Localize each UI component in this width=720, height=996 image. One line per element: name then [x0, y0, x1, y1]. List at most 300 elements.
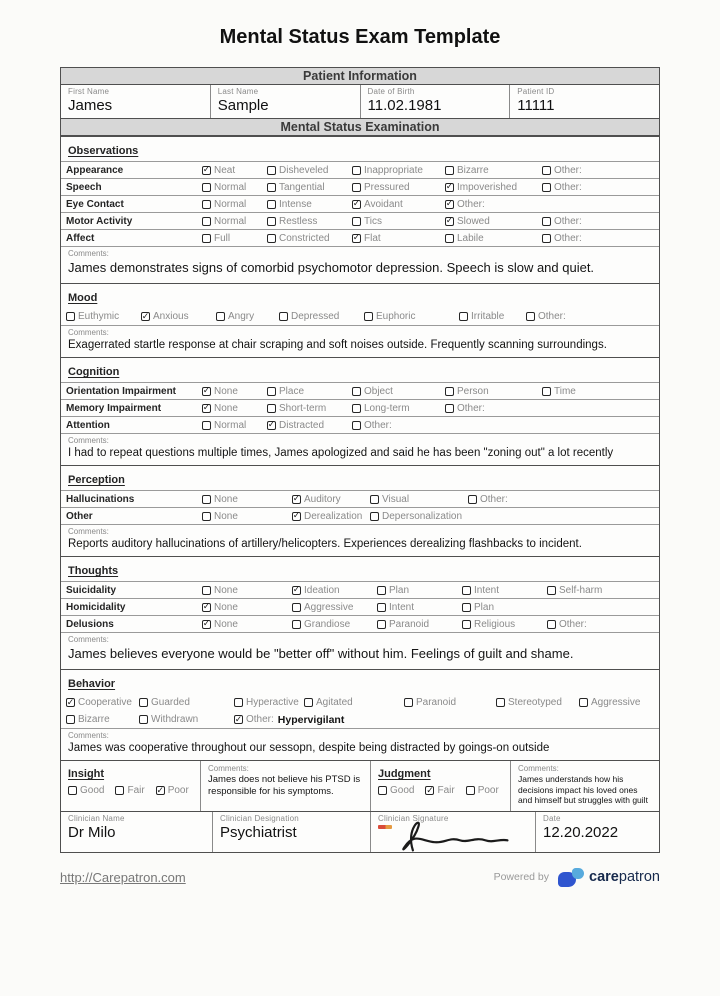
- option-other: [468, 494, 508, 505]
- checkbox-distracted[interactable]: [267, 421, 276, 430]
- section-title: Perception: [68, 474, 125, 486]
- option-intense: [267, 199, 352, 210]
- row-label: Other: [66, 510, 93, 522]
- option-label: Avoidant: [364, 198, 403, 210]
- checkbox-disheveled[interactable]: [267, 166, 276, 175]
- option-other: [445, 199, 542, 210]
- option-auditory: [292, 494, 370, 505]
- section-behavior: [61, 669, 659, 760]
- comments-text[interactable]: James believes everyone would be "better off" without him. Feelings of guilt and shame.: [68, 646, 574, 661]
- checkbox-none[interactable]: [202, 404, 211, 413]
- option-label: Anxious: [153, 311, 189, 322]
- option-intent: [377, 602, 462, 613]
- section-thoughts: [61, 556, 659, 669]
- clinician-field-date: [536, 812, 659, 852]
- checkbox-normal[interactable]: [202, 183, 211, 192]
- option-label: Aggressive: [304, 601, 354, 613]
- checkbox-person[interactable]: [445, 387, 454, 396]
- option-label: Good: [390, 785, 415, 796]
- checkbox-slowed[interactable]: [445, 217, 454, 226]
- exam-row-memory-impairment: [61, 399, 659, 416]
- insight-comments-cell: [201, 761, 371, 811]
- powered-by-label: Powered by: [493, 871, 550, 884]
- section-title-row: [61, 557, 659, 581]
- checkbox-other[interactable]: [542, 183, 551, 192]
- row-label: Speech: [66, 181, 102, 193]
- exam-row-eye-contact: [61, 195, 659, 212]
- powered-by: [494, 868, 660, 887]
- comments-text[interactable]: James was cooperative throughout our sessopn, despite being distracted by goings-on outside: [68, 742, 550, 754]
- section-title-row: [61, 358, 659, 382]
- checkbox-other[interactable]: [526, 312, 535, 321]
- checkbox-euthymic[interactable]: [66, 312, 75, 321]
- checkbox-none[interactable]: [202, 603, 211, 612]
- checkbox-hyperactive[interactable]: [234, 698, 243, 707]
- checkbox-intense[interactable]: [267, 200, 276, 209]
- checkbox-pressured[interactable]: [352, 183, 361, 192]
- section-title-row: [61, 670, 659, 694]
- checkbox-agitated[interactable]: [304, 698, 313, 707]
- field-label: Clinician Signature: [378, 813, 449, 823]
- row-label: Eye Contact: [66, 198, 124, 210]
- option-other: [547, 619, 587, 630]
- option-bizarre: [66, 714, 139, 725]
- option-label: Paranoid: [416, 697, 457, 708]
- checkbox-neat[interactable]: [202, 166, 211, 175]
- option-normal: [202, 182, 267, 193]
- checkbox-other[interactable]: [445, 200, 454, 209]
- checkbox-auditory[interactable]: [292, 495, 301, 504]
- field-label: First Name: [68, 87, 110, 96]
- checkbox-other[interactable]: [542, 234, 551, 243]
- option-label: Other:: [457, 402, 485, 414]
- option-plan: [462, 602, 547, 613]
- field-label: Date of Birth: [367, 87, 415, 96]
- option-label: Depersonalization: [382, 510, 463, 522]
- exam-row-orientation-impairment: [61, 382, 659, 399]
- checkbox-poor[interactable]: [156, 786, 165, 795]
- checkbox-paranoid[interactable]: [377, 620, 386, 629]
- option-irritable: [459, 311, 526, 322]
- checkbox-bizarre[interactable]: [445, 166, 454, 175]
- checkbox-ideation[interactable]: [292, 586, 301, 595]
- option-other: [542, 165, 582, 176]
- option-depersonalization: [370, 511, 468, 522]
- option-label: Derealization: [304, 510, 363, 522]
- option-intent: [462, 585, 547, 596]
- clinician-field-clinician-name: [61, 812, 213, 852]
- option-agitated: [304, 697, 404, 708]
- checkbox-none[interactable]: [202, 586, 211, 595]
- option-label: Other:: [554, 215, 582, 227]
- field-value[interactable]: James: [68, 97, 113, 114]
- option-label: Inappropriate: [364, 164, 423, 176]
- option-label: Poor: [477, 785, 499, 796]
- checkbox-other[interactable]: [352, 421, 361, 430]
- exam-row-motor-activity: [61, 212, 659, 229]
- option-label: Other:: [480, 493, 508, 505]
- row-label: Attention: [66, 419, 110, 431]
- exam-row-affect: [61, 229, 659, 246]
- option-label: Other:: [246, 714, 274, 725]
- row-label: Homicidality: [66, 601, 126, 613]
- comments-label: Comments:: [61, 524, 659, 537]
- option-label: Short-term: [279, 402, 327, 414]
- option-normal: [202, 216, 267, 227]
- row-label: Affect: [66, 232, 95, 244]
- exam-row: [61, 308, 659, 325]
- checkbox-none[interactable]: [202, 387, 211, 396]
- patient-field-date-of-birth: [361, 85, 511, 118]
- option-label: Visual: [382, 493, 410, 505]
- row-label: Appearance: [66, 164, 124, 176]
- row-label: Motor Activity: [66, 215, 133, 227]
- comments-label: Comments:: [208, 764, 249, 773]
- checkbox-normal[interactable]: [202, 217, 211, 226]
- patient-field-last-name: [211, 85, 361, 118]
- checkbox-labile[interactable]: [445, 234, 454, 243]
- checkbox-visual[interactable]: [370, 495, 379, 504]
- checkbox-intent[interactable]: [462, 586, 471, 595]
- option-none: [202, 386, 267, 397]
- option-aggressive: [579, 697, 640, 708]
- option-label: Ideation: [304, 584, 340, 596]
- option-other: [526, 311, 566, 322]
- checkbox-restless[interactable]: [267, 217, 276, 226]
- judgment-comments-cell: [511, 761, 659, 811]
- exam-row-speech: [61, 178, 659, 195]
- option-label: Depressed: [291, 311, 340, 322]
- checkbox-none[interactable]: [202, 620, 211, 629]
- section-title-row: [61, 137, 659, 161]
- section-mood: [61, 283, 659, 357]
- option-ideation: [292, 585, 377, 596]
- clinician-field-clinician-designation: [213, 812, 371, 852]
- option-label: Self-harm: [559, 584, 603, 596]
- option-label: Other:: [364, 419, 392, 431]
- option-label: Time: [554, 385, 576, 397]
- option-label: Pressured: [364, 181, 410, 193]
- row-label: Suicidality: [66, 584, 117, 596]
- exam-row-attention: [61, 416, 659, 433]
- checkbox-other[interactable]: [542, 166, 551, 175]
- judgment-options: [378, 785, 503, 796]
- option-none: [202, 585, 292, 596]
- checkbox-plan[interactable]: [377, 586, 386, 595]
- checkbox-tangential[interactable]: [267, 183, 276, 192]
- option-label: Person: [457, 385, 489, 397]
- row-label: Orientation Impairment: [66, 385, 177, 397]
- field-value[interactable]: 12.20.2022: [543, 823, 619, 841]
- checkbox-normal[interactable]: [202, 421, 211, 430]
- option-euphoric: [364, 311, 459, 322]
- option-label: None: [214, 510, 238, 522]
- option-aggressive: [292, 602, 377, 613]
- option-label: None: [214, 402, 238, 414]
- checkbox-depressed[interactable]: [279, 312, 288, 321]
- option-label: Other:: [554, 181, 582, 193]
- option-normal: [202, 199, 267, 210]
- section-title: Thoughts: [68, 565, 119, 577]
- option-none: [202, 403, 267, 414]
- clinician-signature[interactable]: [373, 814, 531, 854]
- option-label: Distracted: [279, 419, 325, 431]
- checkbox-religious[interactable]: [462, 620, 471, 629]
- checkbox-guarded[interactable]: [139, 698, 148, 707]
- option-neat: [202, 165, 267, 176]
- exam-sections: [61, 136, 659, 760]
- option-label: Guarded: [151, 697, 190, 708]
- checkbox-object[interactable]: [352, 387, 361, 396]
- option-plan: [377, 585, 462, 596]
- option-label: None: [214, 601, 238, 613]
- option-fair: [425, 785, 454, 796]
- option-label: None: [214, 493, 238, 505]
- insight-comments-text[interactable]: James does not believe his PTSD is responsible for his symptoms.: [208, 774, 361, 797]
- checkbox-aggressive[interactable]: [292, 603, 301, 612]
- checkbox-none[interactable]: [202, 495, 211, 504]
- field-value[interactable]: 11111: [517, 97, 555, 114]
- option-label: Intent: [389, 601, 415, 613]
- exam-row: [61, 711, 659, 728]
- option-label: Intense: [279, 198, 312, 210]
- checkbox-time[interactable]: [542, 387, 551, 396]
- checkbox-impoverished[interactable]: [445, 183, 454, 192]
- option-label: Normal: [214, 419, 247, 431]
- option-label: Normal: [214, 215, 247, 227]
- option-label: Other:: [554, 232, 582, 244]
- option-good: [68, 785, 104, 796]
- comments-text[interactable]: Exagerrated startle response at chair scraping and soft noises outside. Frequently scanning surroundings.: [68, 339, 607, 351]
- checkbox-depersonalization[interactable]: [370, 512, 379, 521]
- checkbox-other[interactable]: [468, 495, 477, 504]
- comments-label: Comments:: [61, 325, 659, 338]
- option-hyperactive: [234, 697, 304, 708]
- exam-header: Mental Status Examination: [61, 118, 659, 136]
- carepatron-logo-icon: [558, 868, 585, 887]
- checkbox-intent[interactable]: [377, 603, 386, 612]
- clinician-field-clinician-signature: [371, 812, 536, 852]
- option-label: Normal: [214, 198, 247, 210]
- option-paranoid: [377, 619, 462, 630]
- option-label: Grandiose: [304, 618, 351, 630]
- field-label: Clinician Name: [68, 813, 125, 823]
- field-value[interactable]: Dr Milo: [68, 823, 116, 841]
- section-title: Observations: [68, 145, 139, 157]
- option-poor: [466, 785, 499, 796]
- checkbox-aggressive[interactable]: [579, 698, 588, 707]
- option-label: Poor: [167, 785, 189, 796]
- checkbox-withdrawn[interactable]: [139, 715, 148, 724]
- comments-text[interactable]: Reports auditory hallucinations of artillery/helicopters. Experiences derealizing flashbacks to incident.: [68, 538, 582, 550]
- option-full: [202, 233, 267, 244]
- option-pressured: [352, 182, 445, 193]
- checkbox-short-term[interactable]: [267, 404, 276, 413]
- carepatron-link[interactable]: http://Carepatron.com: [60, 869, 186, 885]
- checkbox-self-harm[interactable]: [547, 586, 556, 595]
- option-bizarre: [445, 165, 542, 176]
- comments-text[interactable]: I had to repeat questions multiple times, James apologized and said he has been "zoning out" a lot recently: [68, 447, 614, 459]
- exam-row-homicidality: [61, 598, 659, 615]
- insight-title: Insight: [68, 768, 105, 780]
- judgment-title: Judgment: [378, 768, 431, 780]
- option-slowed: [445, 216, 542, 227]
- mse-form: [60, 67, 660, 853]
- row-label: Memory Impairment: [66, 402, 162, 414]
- checkbox-poor[interactable]: [466, 786, 475, 795]
- checkbox-full[interactable]: [202, 234, 211, 243]
- field-value[interactable]: Sample: [217, 97, 269, 114]
- option-religious: [462, 619, 547, 630]
- checkbox-paranoid[interactable]: [404, 698, 413, 707]
- option-label: Hyperactive: [246, 697, 299, 708]
- option-normal: [202, 420, 267, 431]
- option-label: Religious: [474, 618, 516, 630]
- option-good: [378, 785, 414, 796]
- option-short-term: [267, 403, 352, 414]
- option-stereotyped: [496, 697, 579, 708]
- option-other: [542, 216, 582, 227]
- option-value: Hypervigilant: [277, 713, 345, 726]
- option-label: Tics: [364, 215, 382, 227]
- option-self-harm: [547, 585, 602, 596]
- comments-text[interactable]: James demonstrates signs of comorbid psychomotor depression. Speech is slow and quiet.: [68, 260, 595, 275]
- checkbox-angry[interactable]: [216, 312, 225, 321]
- checkbox-derealization[interactable]: [292, 512, 301, 521]
- section-title: Cognition: [68, 366, 120, 378]
- checkbox-bizarre[interactable]: [66, 715, 75, 724]
- checkbox-anxious[interactable]: [141, 312, 150, 321]
- checkbox-good[interactable]: [378, 786, 387, 795]
- section-title: Behavior: [68, 678, 116, 690]
- field-value[interactable]: Psychiatrist: [220, 823, 297, 841]
- option-person: [445, 386, 542, 397]
- row-label: Hallucinations: [66, 493, 135, 505]
- section-title-row: [61, 466, 659, 490]
- option-label: Stereotyped: [508, 697, 562, 708]
- checkbox-place[interactable]: [267, 387, 276, 396]
- checkbox-normal[interactable]: [202, 200, 211, 209]
- option-other: [234, 714, 344, 726]
- checkbox-fair[interactable]: [115, 786, 124, 795]
- option-visual: [370, 494, 468, 505]
- checkbox-irritable[interactable]: [459, 312, 468, 321]
- checkbox-none[interactable]: [202, 512, 211, 521]
- option-label: Slowed: [457, 215, 490, 227]
- option-label: Good: [80, 785, 105, 796]
- comments-label: Comments:: [518, 764, 559, 773]
- option-cooperative: [66, 697, 139, 708]
- option-place: [267, 386, 352, 397]
- option-label: Constricted: [279, 232, 330, 244]
- page-title: Mental Status Exam Template: [219, 26, 501, 48]
- checkbox-long-term[interactable]: [352, 404, 361, 413]
- option-tangential: [267, 182, 352, 193]
- judgment-cell: [371, 761, 511, 811]
- comments-label: Comments:: [61, 246, 659, 259]
- checkbox-inappropriate[interactable]: [352, 166, 361, 175]
- field-value[interactable]: 11.02.1981: [367, 97, 442, 114]
- option-constricted: [267, 233, 352, 244]
- judgment-comments-text[interactable]: James understands how his decisions impact his loved ones and himself but struggles with guilt: [518, 774, 648, 806]
- option-label: Aggressive: [591, 697, 641, 708]
- option-label: Paranoid: [389, 618, 430, 630]
- assessment-row: [61, 760, 659, 811]
- exam-row-other: [61, 507, 659, 524]
- option-label: Bizarre: [457, 164, 489, 176]
- checkbox-fair[interactable]: [425, 786, 434, 795]
- exam-row-appearance: [61, 161, 659, 178]
- option-grandiose: [292, 619, 377, 630]
- checkbox-avoidant[interactable]: [352, 200, 361, 209]
- checkbox-tics[interactable]: [352, 217, 361, 226]
- exam-row-hallucinations: [61, 490, 659, 507]
- option-flat: [352, 233, 445, 244]
- option-label: Fair: [127, 785, 145, 796]
- checkbox-euphoric[interactable]: [364, 312, 373, 321]
- option-derealization: [292, 511, 370, 522]
- option-label: Angry: [228, 311, 255, 322]
- option-label: Long-term: [364, 402, 410, 414]
- insight-options: [68, 785, 193, 796]
- option-label: Neat: [214, 164, 236, 176]
- checkbox-plan[interactable]: [462, 603, 471, 612]
- checkbox-good[interactable]: [68, 786, 77, 795]
- option-restless: [267, 216, 352, 227]
- carepatron-brand: [558, 868, 660, 887]
- option-label: Plan: [474, 601, 495, 613]
- checkbox-other[interactable]: [445, 404, 454, 413]
- logo-light-blob: [572, 868, 584, 879]
- option-none: [202, 619, 292, 630]
- option-other: [542, 233, 582, 244]
- option-label: Euthymic: [78, 311, 120, 322]
- patient-field-patient-id: [510, 85, 659, 118]
- page-footer: [60, 868, 660, 887]
- checkbox-other[interactable]: [234, 715, 243, 724]
- option-euthymic: [66, 311, 141, 322]
- checkbox-other[interactable]: [542, 217, 551, 226]
- exam-row-suicidality: [61, 581, 659, 598]
- option-label: Auditory: [304, 493, 341, 505]
- option-label: Other:: [559, 618, 587, 630]
- patient-fields-row: [61, 85, 659, 118]
- checkbox-cooperative[interactable]: [66, 698, 75, 707]
- option-label: Cooperative: [78, 697, 132, 708]
- row-label: Delusions: [66, 618, 114, 630]
- checkbox-grandiose[interactable]: [292, 620, 301, 629]
- option-label: Other:: [457, 198, 485, 210]
- option-other: [445, 403, 542, 414]
- option-label: None: [214, 385, 238, 397]
- section-title: Mood: [68, 292, 98, 304]
- checkbox-other[interactable]: [547, 620, 556, 629]
- field-label: Clinician Designation: [220, 813, 299, 823]
- option-label: None: [214, 618, 238, 630]
- option-label: Tangential: [279, 181, 325, 193]
- option-label: Flat: [364, 232, 381, 244]
- option-other: [542, 182, 582, 193]
- option-label: Impoverished: [457, 181, 518, 193]
- option-none: [202, 511, 292, 522]
- checkbox-stereotyped[interactable]: [496, 698, 505, 707]
- checkbox-constricted[interactable]: [267, 234, 276, 243]
- option-label: Agitated: [316, 697, 353, 708]
- option-label: Bizarre: [78, 714, 110, 725]
- checkbox-flat[interactable]: [352, 234, 361, 243]
- option-tics: [352, 216, 445, 227]
- option-poor: [156, 785, 189, 796]
